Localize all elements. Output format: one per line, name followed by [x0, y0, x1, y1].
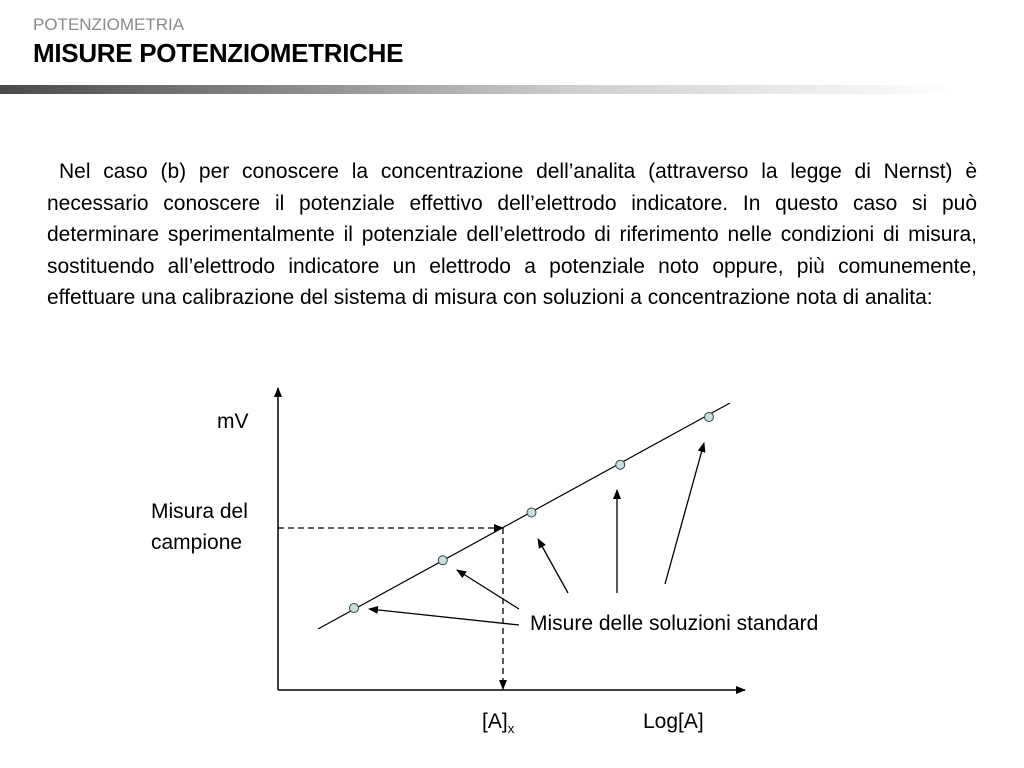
pointer-arrow [457, 570, 519, 609]
sample-label-line2: campione [151, 531, 243, 554]
y-axis-label: mV [217, 410, 249, 433]
standards-label: Misure delle soluzioni standard [530, 612, 819, 635]
pointer-arrow [665, 443, 704, 584]
x-marker-text: [A] [482, 710, 508, 733]
section-subtitle: POTENZIOMETRIA [33, 15, 185, 34]
standard-point [438, 556, 447, 565]
sample-label-line1: Misura del [151, 500, 248, 523]
standard-point [350, 604, 359, 613]
x-marker-subscript: x [507, 721, 515, 737]
standard-point [616, 460, 625, 469]
pointer-arrow [538, 539, 568, 593]
page-title: MISURE POTENZIOMETRICHE [33, 38, 404, 68]
x-axis-label: Log[A] [643, 710, 704, 733]
calibration-line [318, 403, 730, 629]
x-marker-label [482, 710, 514, 736]
body-paragraph: Nel caso (b) per conoscere la concentrazione dell’analita (attraverso la legge di Nernst) è necessario conoscere il potenziale effettivo dell’elettrodo indicatore. In questo caso si può determinare sperimentalmente il potenziale dell’elettrodo di riferimento nelle condizioni di misura, sostituendo all’elettrodo indicatore un elettrodo a potenziale noto oppure, più comunemente, effettuare una calibrazione del sistema di misura con soluzioni a concentrazione nota di analita: [47, 160, 977, 309]
standard-point [705, 413, 714, 422]
standard-point [527, 508, 536, 517]
pointer-arrow [369, 609, 519, 625]
